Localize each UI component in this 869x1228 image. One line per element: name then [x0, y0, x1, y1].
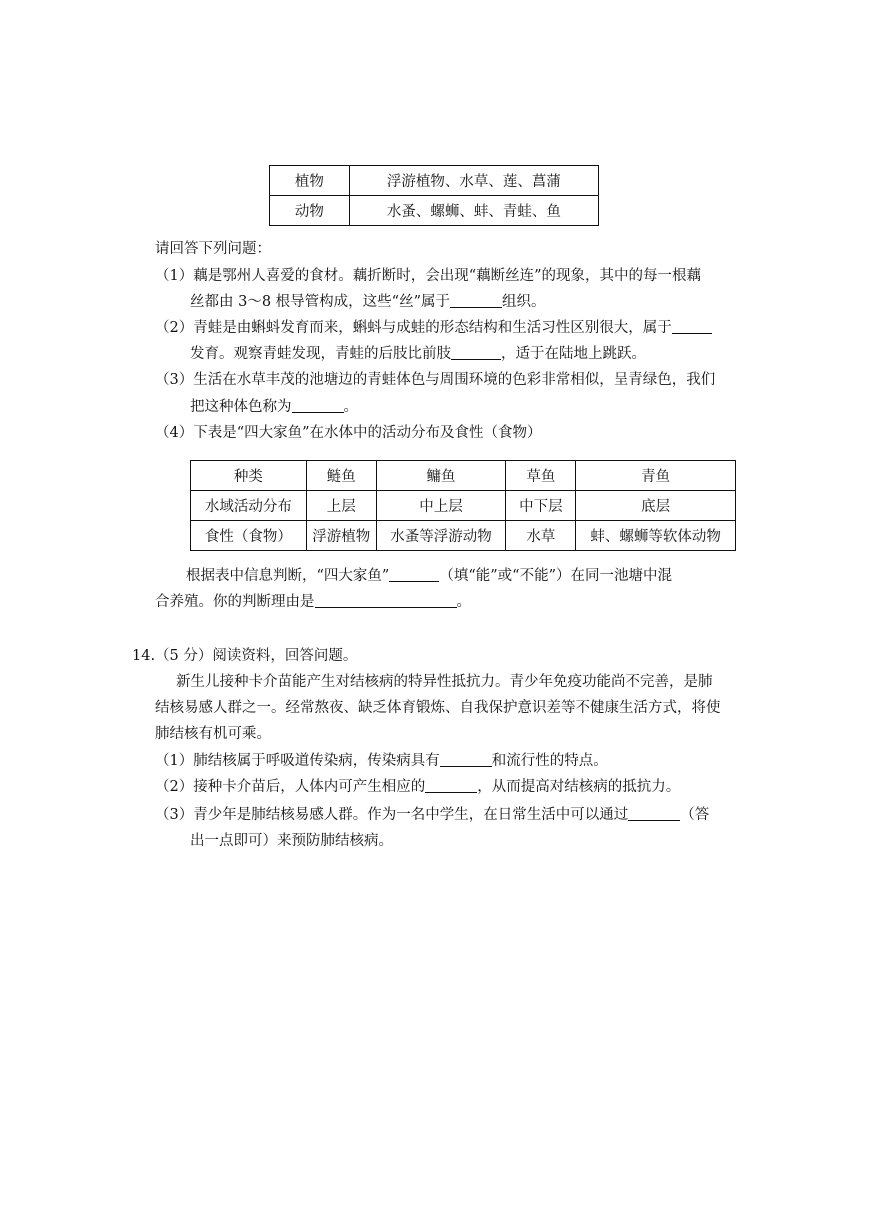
question-part-2: [155, 318, 712, 338]
organism-table: [269, 165, 599, 226]
answer-blank[interactable]: [440, 752, 492, 767]
table-cell: 中上层: [376, 491, 506, 521]
table-cell: 蚌、螺蛳等软体动物: [576, 521, 736, 551]
text-segment: 发育。观察青蛙发现，青蛙的后肢比前肢: [190, 346, 451, 362]
table-header-row: [191, 461, 736, 491]
table-header-cell: 鲢鱼: [306, 461, 376, 491]
question-part-4: （4）下表是“四大家鱼”在水体中的活动分布及食性（食物）: [155, 425, 542, 441]
question-part-1-cont: [190, 292, 546, 312]
text-segment: 合养殖。你的判断理由是: [155, 594, 315, 610]
table-cell: 浮游植物、水草、莲、菖蒲: [349, 166, 598, 196]
table-cell: 水草: [506, 521, 576, 551]
question-part-3: （3）生活在水草丰茂的池塘边的青蛙体色与周围环境的色彩非常相似，呈青绿色，我们: [155, 372, 716, 388]
text-segment: （3）青少年是肺结核易感人群。作为一名中学生，在日常生活中可以通过: [155, 807, 629, 823]
answer-blank[interactable]: [672, 319, 712, 334]
judgement-question-cont: [155, 592, 471, 612]
answer-blank[interactable]: [628, 806, 680, 821]
question-part-1: （1）藕是鄂州人喜爱的食材。藕折断时，会出现“藕断丝连”的现象，其中的每一根藕: [155, 268, 702, 284]
table-cell: 浮游植物: [306, 521, 376, 551]
text-segment: 丝都由 3～8 根导管构成，这些“丝”属于: [190, 294, 450, 310]
question-14-part-3-cont: 出一点即可）来预防肺结核病。: [190, 833, 393, 849]
question-14-part-3: [155, 805, 709, 825]
table-cell: 水域活动分布: [191, 491, 307, 521]
reading-paragraph: 新生儿接种卡介苗能产生对结核病的特异性抵抗力。青少年免疫功能尚不完善，是肺: [176, 674, 713, 690]
text-segment: 把这种体色称为: [190, 399, 292, 415]
text-segment: 根据表中信息判断，“四大家鱼”: [186, 568, 390, 584]
text-segment: （答: [680, 807, 710, 823]
table-cell: 中下层: [506, 491, 576, 521]
text-segment: 和流行性的特点。: [491, 753, 608, 769]
question-14-part-2: [155, 777, 680, 797]
answer-blank[interactable]: [451, 345, 501, 360]
table-cell: 底层: [576, 491, 736, 521]
table-cell: 水蚤、螺蛳、蚌、青蛙、鱼: [349, 196, 598, 226]
text-segment: 。: [456, 594, 471, 610]
table-cell: 植物: [270, 166, 350, 196]
table-row: [270, 196, 599, 226]
question-intro: 请回答下列问题：: [155, 241, 271, 257]
answer-blank[interactable]: [389, 567, 439, 582]
answer-blank[interactable]: [425, 778, 477, 793]
answer-blank[interactable]: [292, 398, 344, 413]
table-cell: 食性（食物）: [191, 521, 307, 551]
answer-blank[interactable]: [315, 593, 457, 608]
fish-table: [190, 460, 736, 551]
text-segment: （2）青蛙是由蝌蚪发育而来，蝌蚪与成蛙的形态结构和生活习性区别很大，属于: [155, 320, 672, 336]
question-part-3-cont: [190, 397, 358, 417]
text-segment: 组织。: [502, 294, 546, 310]
table-row: [270, 166, 599, 196]
reading-paragraph-cont: 肺结核有机可乘。: [155, 726, 271, 742]
text-segment: ，适于在陆地上跳跃。: [501, 346, 646, 362]
text-segment: （2）接种卡介苗后，人体内可产生相应的: [155, 779, 426, 795]
table-cell: 水蚤等浮游动物: [376, 521, 506, 551]
question-part-2-cont: [190, 344, 646, 364]
question-14-title: 14.（5 分）阅读资料，回答问题。: [132, 648, 358, 664]
table-row: [191, 521, 736, 551]
text-segment: （填“能”或“不能”）在同一池塘中混: [439, 568, 672, 584]
text-segment: 。: [343, 399, 358, 415]
table-header-cell: 草鱼: [506, 461, 576, 491]
table-header-cell: 鳙鱼: [376, 461, 506, 491]
table-row: [191, 491, 736, 521]
table-header-cell: 青鱼: [576, 461, 736, 491]
table-header-cell: 种类: [191, 461, 307, 491]
reading-paragraph-cont: 结核易感人群之一。经常熬夜、缺乏体育锻炼、自我保护意识差等不健康生活方式，将使: [155, 700, 721, 716]
table-cell: 上层: [306, 491, 376, 521]
judgement-question: [186, 566, 672, 586]
question-14-part-1: [155, 751, 608, 771]
text-segment: （1）肺结核属于呼吸道传染病，传染病具有: [155, 753, 440, 769]
text-segment: ，从而提高对结核病的抵抗力。: [477, 779, 681, 795]
answer-blank[interactable]: [450, 293, 502, 308]
table-cell: 动物: [270, 196, 350, 226]
